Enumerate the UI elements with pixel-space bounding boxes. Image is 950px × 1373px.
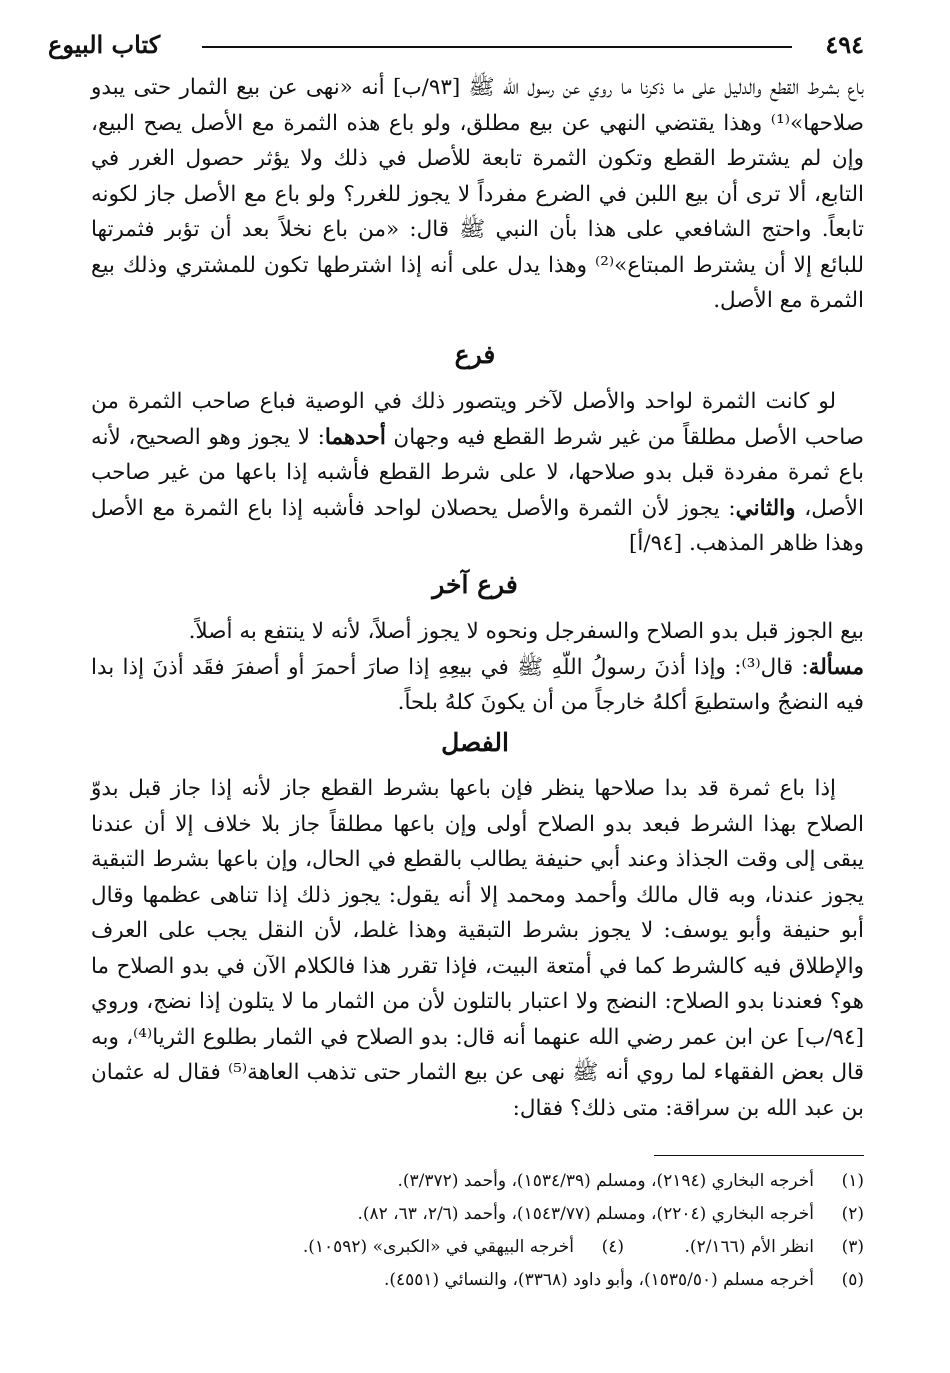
- footnote-5: (٥) أخرجه مسلم (١٥٣٥/٥٠)، وأبو داود (٣٣٦٨)، والنسائي (٤٥٥١).: [383, 1270, 864, 1290]
- footnote-1: (١) أخرجه البخاري (٢١٩٤)، ومسلم (١٥٣٤/٣٩)، وأحمد (٣/٣٧٢).: [397, 1171, 864, 1191]
- paragraph-5-text: إذا باع ثمرة قد بدا صلاحها ينظر فإن باعها بشرط القطع جاز لأنه إذا جاز قبل بدوّ الصلاح بهذا الشرط فبعد بدو الصلاح أولى وإن باعها مطلقاً جاز بلا خلاف إلا أن عندنا يبقى إلى وقت الجذاذ وعند أبي حنيفة يطالب بالقطع في الحال، وإن باعها بشرط التبقية يجوز عندنا، وبه قال مالك وأحمد ومحمد إلا أنه يقول: يجوز ذلك إذا تناهى عظمها وقال أبو حنيفة وأبو يوسف: لا يجوز بشرط التبقية وهذا غلط، لأن النقل يجب على العرف والإطلاق فيه كالشرط كما في أمتعة البيت، فإذا تقرر هذا فالكلام الآن في بدو الصلاح ما هو؟ فعندنا بدو الصلاح: النضج ولا اعتبار بالتلون لأن من الثمار ما لا يتلون إذا نضج، وروي [٩٤/ب] عن ابن عمر رضي الله عنهما أنه قال: بدو الصلاح في الثمار بطلوع الثريا⁽⁴⁾، وبه قال بعض الفقهاء لما روي أنه ﷺ نهى عن بيع الثمار حتى تذهب العاهة⁽⁵⁾ فقال له عثمان بن عبد الله بن سراقة: متى ذلك؟ فقال:: [91, 776, 864, 1121]
- term-first: أحدهما: [324, 424, 386, 450]
- running-title: كتاب البيوع: [48, 30, 161, 59]
- page-number: ٤٩٤: [825, 30, 864, 59]
- paragraph-1-text: باع بشرط القطع والدليل على ما ذكرنا ما روي عن رسول الله ﷺ [٩٣/ب] أنه «نهى عن بيع الثمار حتى يبدو صلاحها»⁽¹⁾ وهذا يقتضي النهي عن بيع مطلق، ولو باع هذه الثمرة مع الأصل يصح البيع، وإن لم يشترط القطع وتكون الثمرة تابعة للأصل في ذلك ولا يؤثر حصول الغرر في التابع، ألا ترى أن بيع اللبن في الضرع مفرداً لا يجوز للغرر؟ ولو باع مع الأصل جاز لكونه تابعاً. واحتج الشافعي على هذا بأن النبي ﷺ قال: «من باع نخلاً بعد أن تؤبر فثمرتها للبائع إلا أن يشترط المبتاع»⁽²⁾ وهذا يدل على أنه إذا اشترطها تكون للمشتري وذلك بيع الثمرة مع الأصل.: [91, 75, 865, 313]
- footnote-2: (٢) أخرجه البخاري (٢٢٠٤)، ومسلم (١٥٤٣/٧٧)، وأحمد (٢/٦، ٦٣، ٨٢).: [357, 1204, 864, 1224]
- footnotes: [91, 1165, 864, 1297]
- footnote-rule: [654, 1155, 864, 1156]
- paragraph-3: [91, 614, 864, 721]
- paragraph-1: [91, 70, 864, 319]
- header-rule: [202, 46, 792, 48]
- paragraph-2: [91, 384, 864, 562]
- paragraph-2-text-c: : لا يجوز وهو الصحيح، لأنه باع ثمرة مفردة قبل بدو صلاحها، لا على شرط القطع فأشبه إذا باعها من غير صاحب الأصل،: [91, 424, 864, 521]
- heading-far: فرع: [454, 340, 496, 369]
- masala-label: مسألة: [808, 654, 865, 680]
- paragraph-4-text: : قال⁽³⁾: وإذا أذنَ رسولُ اللّهِ ﷺ في بيعِهِ إذا صارَ أحمرَ أو أصفرَ فقَد أذنَ إذا بدا فيه النضجُ واستطيعَ أكلهُ خارجاً من أن يكونَ كلهُ بلحاً.: [91, 654, 864, 715]
- term-second: والثاني: [735, 495, 796, 521]
- heading-far-akhar: فرع آخر: [432, 570, 518, 599]
- paragraph-3-text: بيع الجوز قبل بدو الصلاح والسفرجل ونحوه لا يجوز أصلاً، لأنه لا ينتفع به أصلاً.: [188, 619, 864, 644]
- footnote-3: (٣) انظر الأم (٢/١٦٦).: [684, 1237, 864, 1257]
- footnote-row: [91, 1231, 864, 1264]
- paragraph-2-text-d: : يجوز لأن الثمرة والأصل يحصلان لواحد فأشبه إذا باع الثمرة مع الأصل وهذا ظاهر المذهب. [٩٤/أ]: [91, 495, 864, 556]
- paragraph-5: [91, 771, 864, 1126]
- paragraph-2-text-a: لو كانت الثمرة لواحد والأصل لآخر ويتصور ذلك في الوصية فباع صاحب الثمرة من صاحب الأصل مطلقاً من غير شرط القطع فيه وجهان: [91, 389, 864, 450]
- heading-fasl: الفصل: [441, 728, 509, 757]
- footnote-4: (٤) أخرجه البيهقي في «الكبرى» (١٠٥٩٢).: [302, 1237, 624, 1257]
